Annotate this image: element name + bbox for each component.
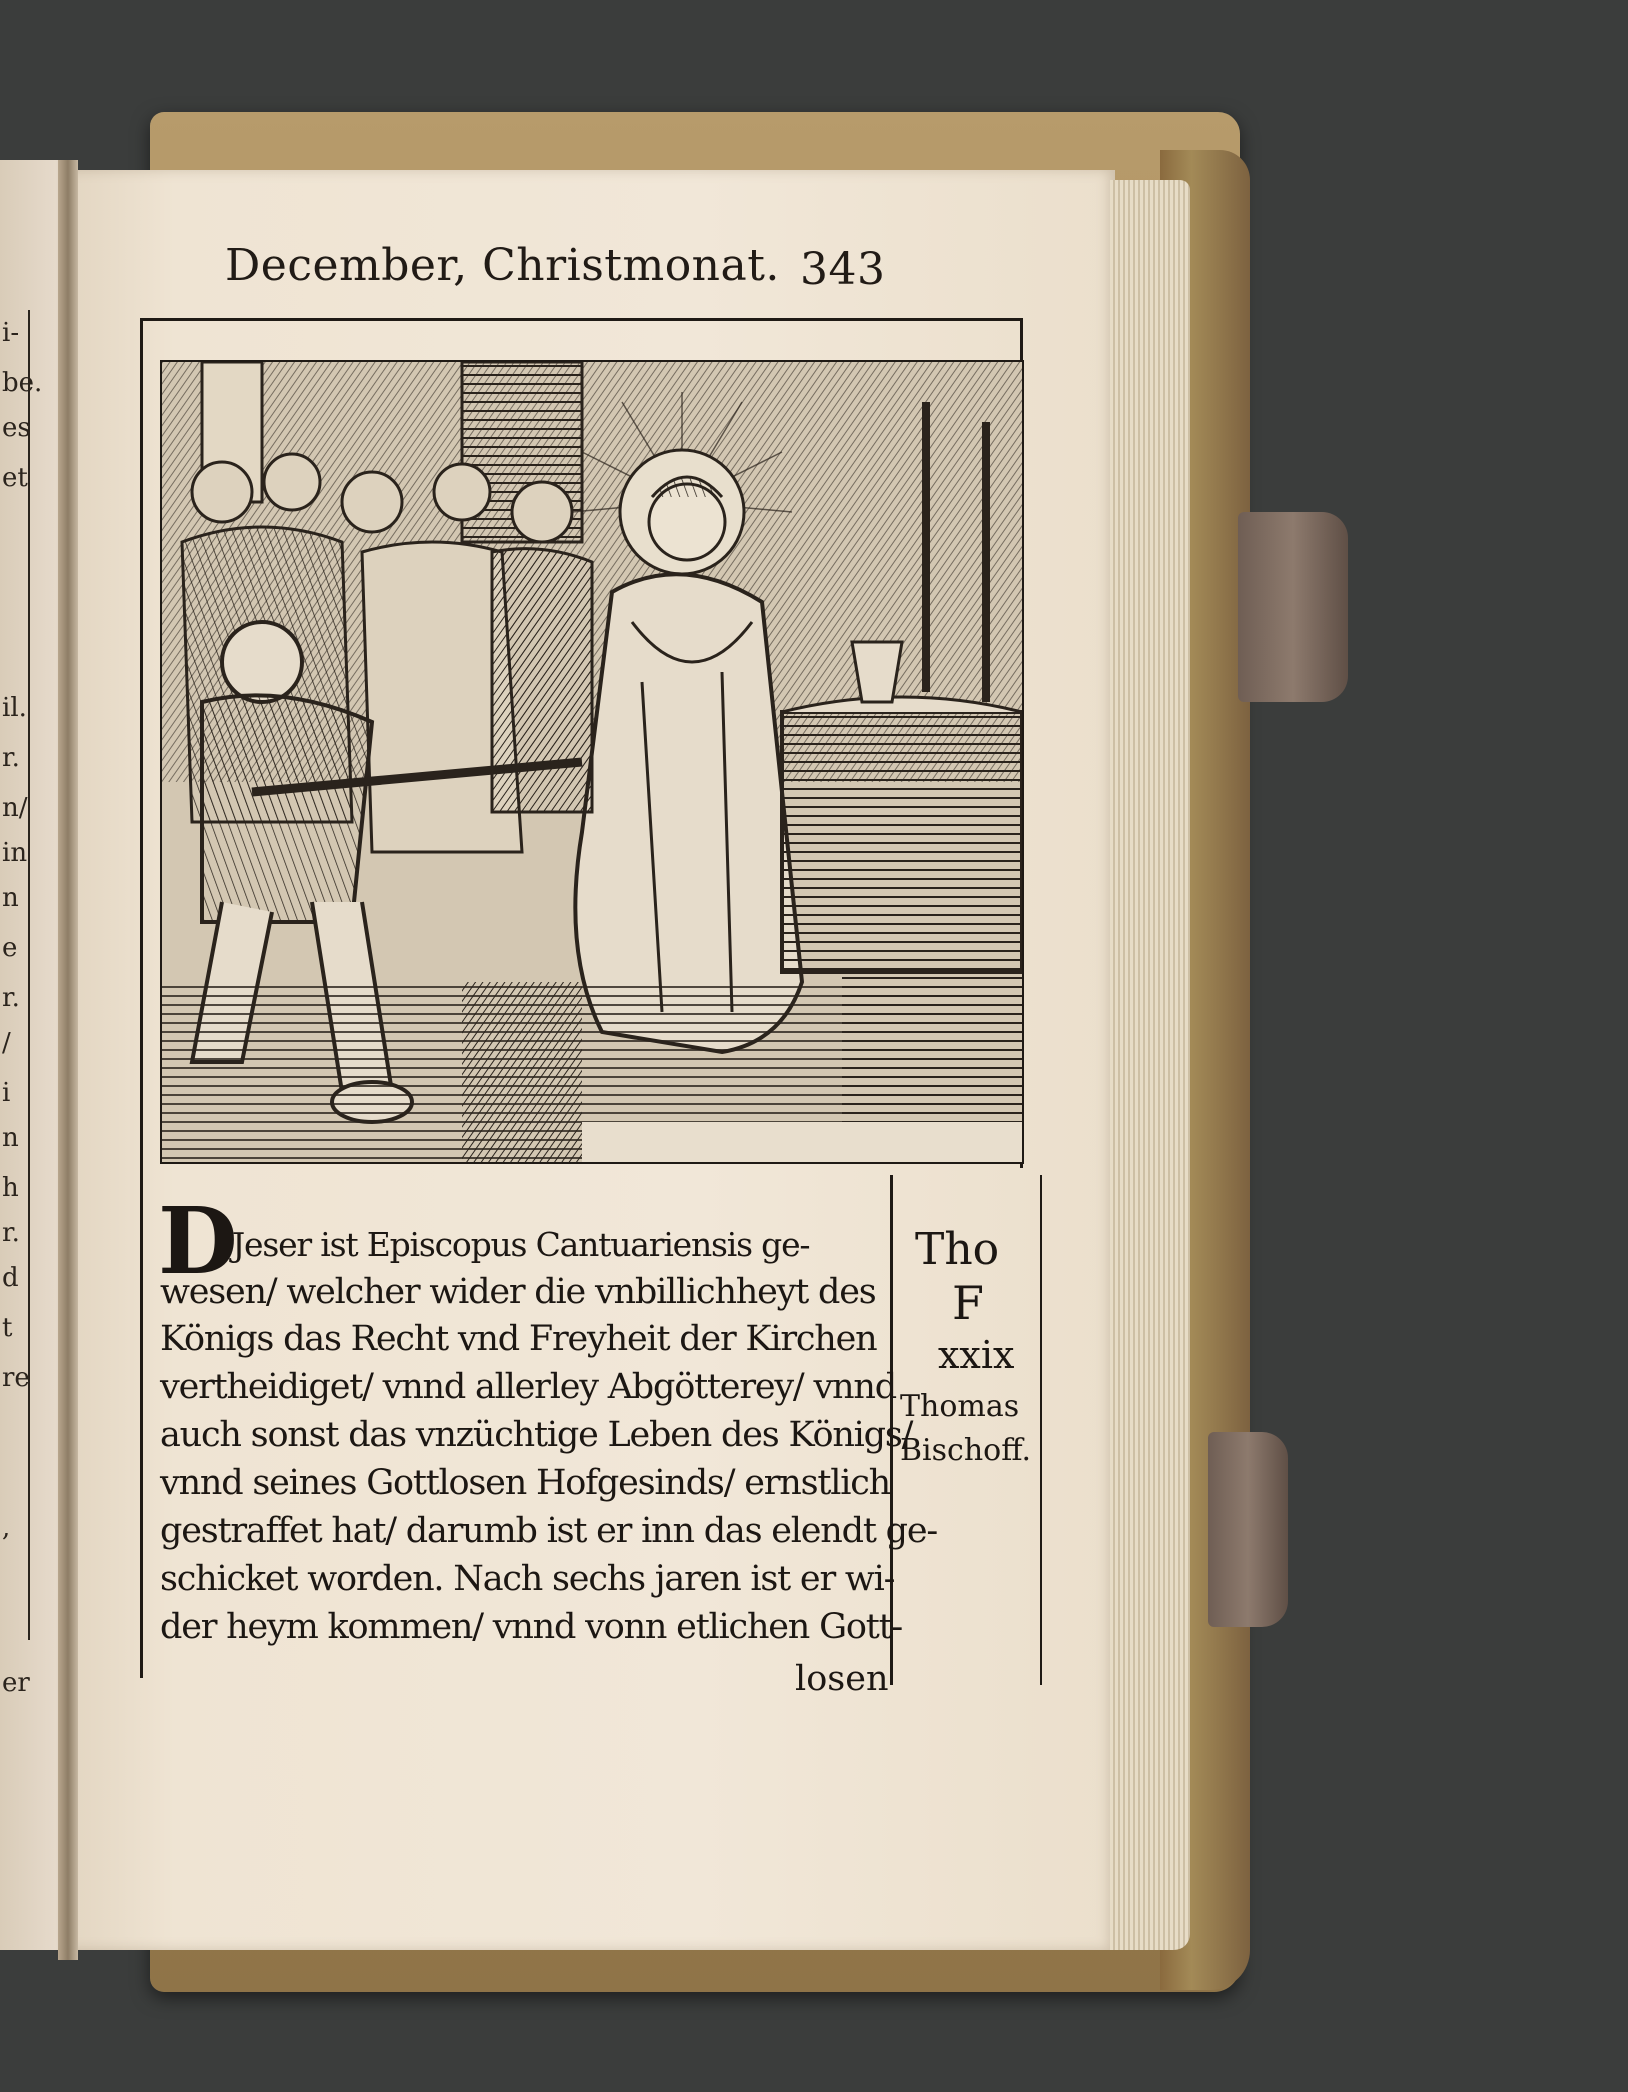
left-page-fragment: d xyxy=(2,1263,19,1293)
margin-note-title: Bischoff. xyxy=(900,1433,1032,1468)
left-page-fragment: , xyxy=(2,1513,11,1543)
left-page-fragment: r. xyxy=(2,743,20,773)
left-page-fragment: et xyxy=(2,463,28,493)
body-line: gestraffet hat/ darumb ist er inn das elendt ge- xyxy=(160,1511,937,1551)
body-line: schicket worden. Nach sechs jaren ist er wi- xyxy=(160,1559,895,1599)
page-number: 343 xyxy=(800,244,886,295)
left-page-fragment: h xyxy=(2,1173,19,1203)
woodcut-illustration xyxy=(160,360,1024,1164)
left-page-fragment: n xyxy=(2,1123,19,1153)
margin-right-rule xyxy=(1040,1175,1042,1685)
left-page-fragment: er xyxy=(2,1668,30,1698)
left-page-fragment: in xyxy=(2,838,28,868)
margin-note-dominical-letter: F xyxy=(952,1276,984,1330)
left-page-fragment: n xyxy=(2,883,19,913)
body-line: Jeser ist Episcopus Cantuariensis ge- xyxy=(232,1225,810,1264)
body-line: vnnd seines Gottlosen Hofgesinds/ ernstlich xyxy=(160,1463,890,1503)
left-page-fragment: i- xyxy=(2,318,20,348)
left-page-fragment: es xyxy=(2,413,31,443)
left-page-fragment: t xyxy=(2,1313,13,1343)
left-page-fragment: re xyxy=(2,1363,30,1393)
body-line: auch sonst das vnzüchtige Leben des Königs/ xyxy=(160,1415,913,1455)
left-page-fragment: r. xyxy=(2,983,20,1013)
left-page-fragment: e xyxy=(2,933,18,963)
body-line: Königs das Recht vnd Freyheit der Kirchen xyxy=(160,1319,877,1359)
body-line: der heym kommen/ vnnd vonn etlichen Gott- xyxy=(160,1607,903,1647)
margin-note-saint-name: Tho xyxy=(915,1224,1000,1275)
body-line: wesen/ welcher wider die vnbillichheyt des xyxy=(160,1272,876,1312)
book-gutter xyxy=(58,160,78,1960)
clasp-tab-bottom xyxy=(1208,1432,1288,1627)
frame-top-rule xyxy=(140,318,1020,321)
left-page-rule xyxy=(28,310,30,1640)
dropcap: D xyxy=(158,1187,238,1295)
margin-note-day-number: xxix xyxy=(938,1333,1015,1377)
woodcut-martyrdom-of-thomas-becket xyxy=(162,362,1022,1162)
frame-left-rule xyxy=(140,318,143,1678)
left-page-fragment: / xyxy=(2,1028,11,1058)
margin-note-name: Thomas xyxy=(900,1389,1020,1424)
page-edges xyxy=(1110,180,1190,1950)
running-title: December, Christmonat. xyxy=(225,240,780,291)
body-line: vertheidiget/ vnnd allerley Abgötterey/ vnnd xyxy=(160,1367,896,1407)
clasp-tab-top xyxy=(1238,512,1348,702)
catchword: losen xyxy=(795,1659,889,1699)
left-page-fragment: il. xyxy=(2,693,27,723)
left-page-fragment: i xyxy=(2,1078,11,1108)
left-page-fragment: r. xyxy=(2,1218,20,1248)
left-page-fragment: be. xyxy=(2,368,43,398)
left-page-fragment: n/ xyxy=(2,793,28,823)
